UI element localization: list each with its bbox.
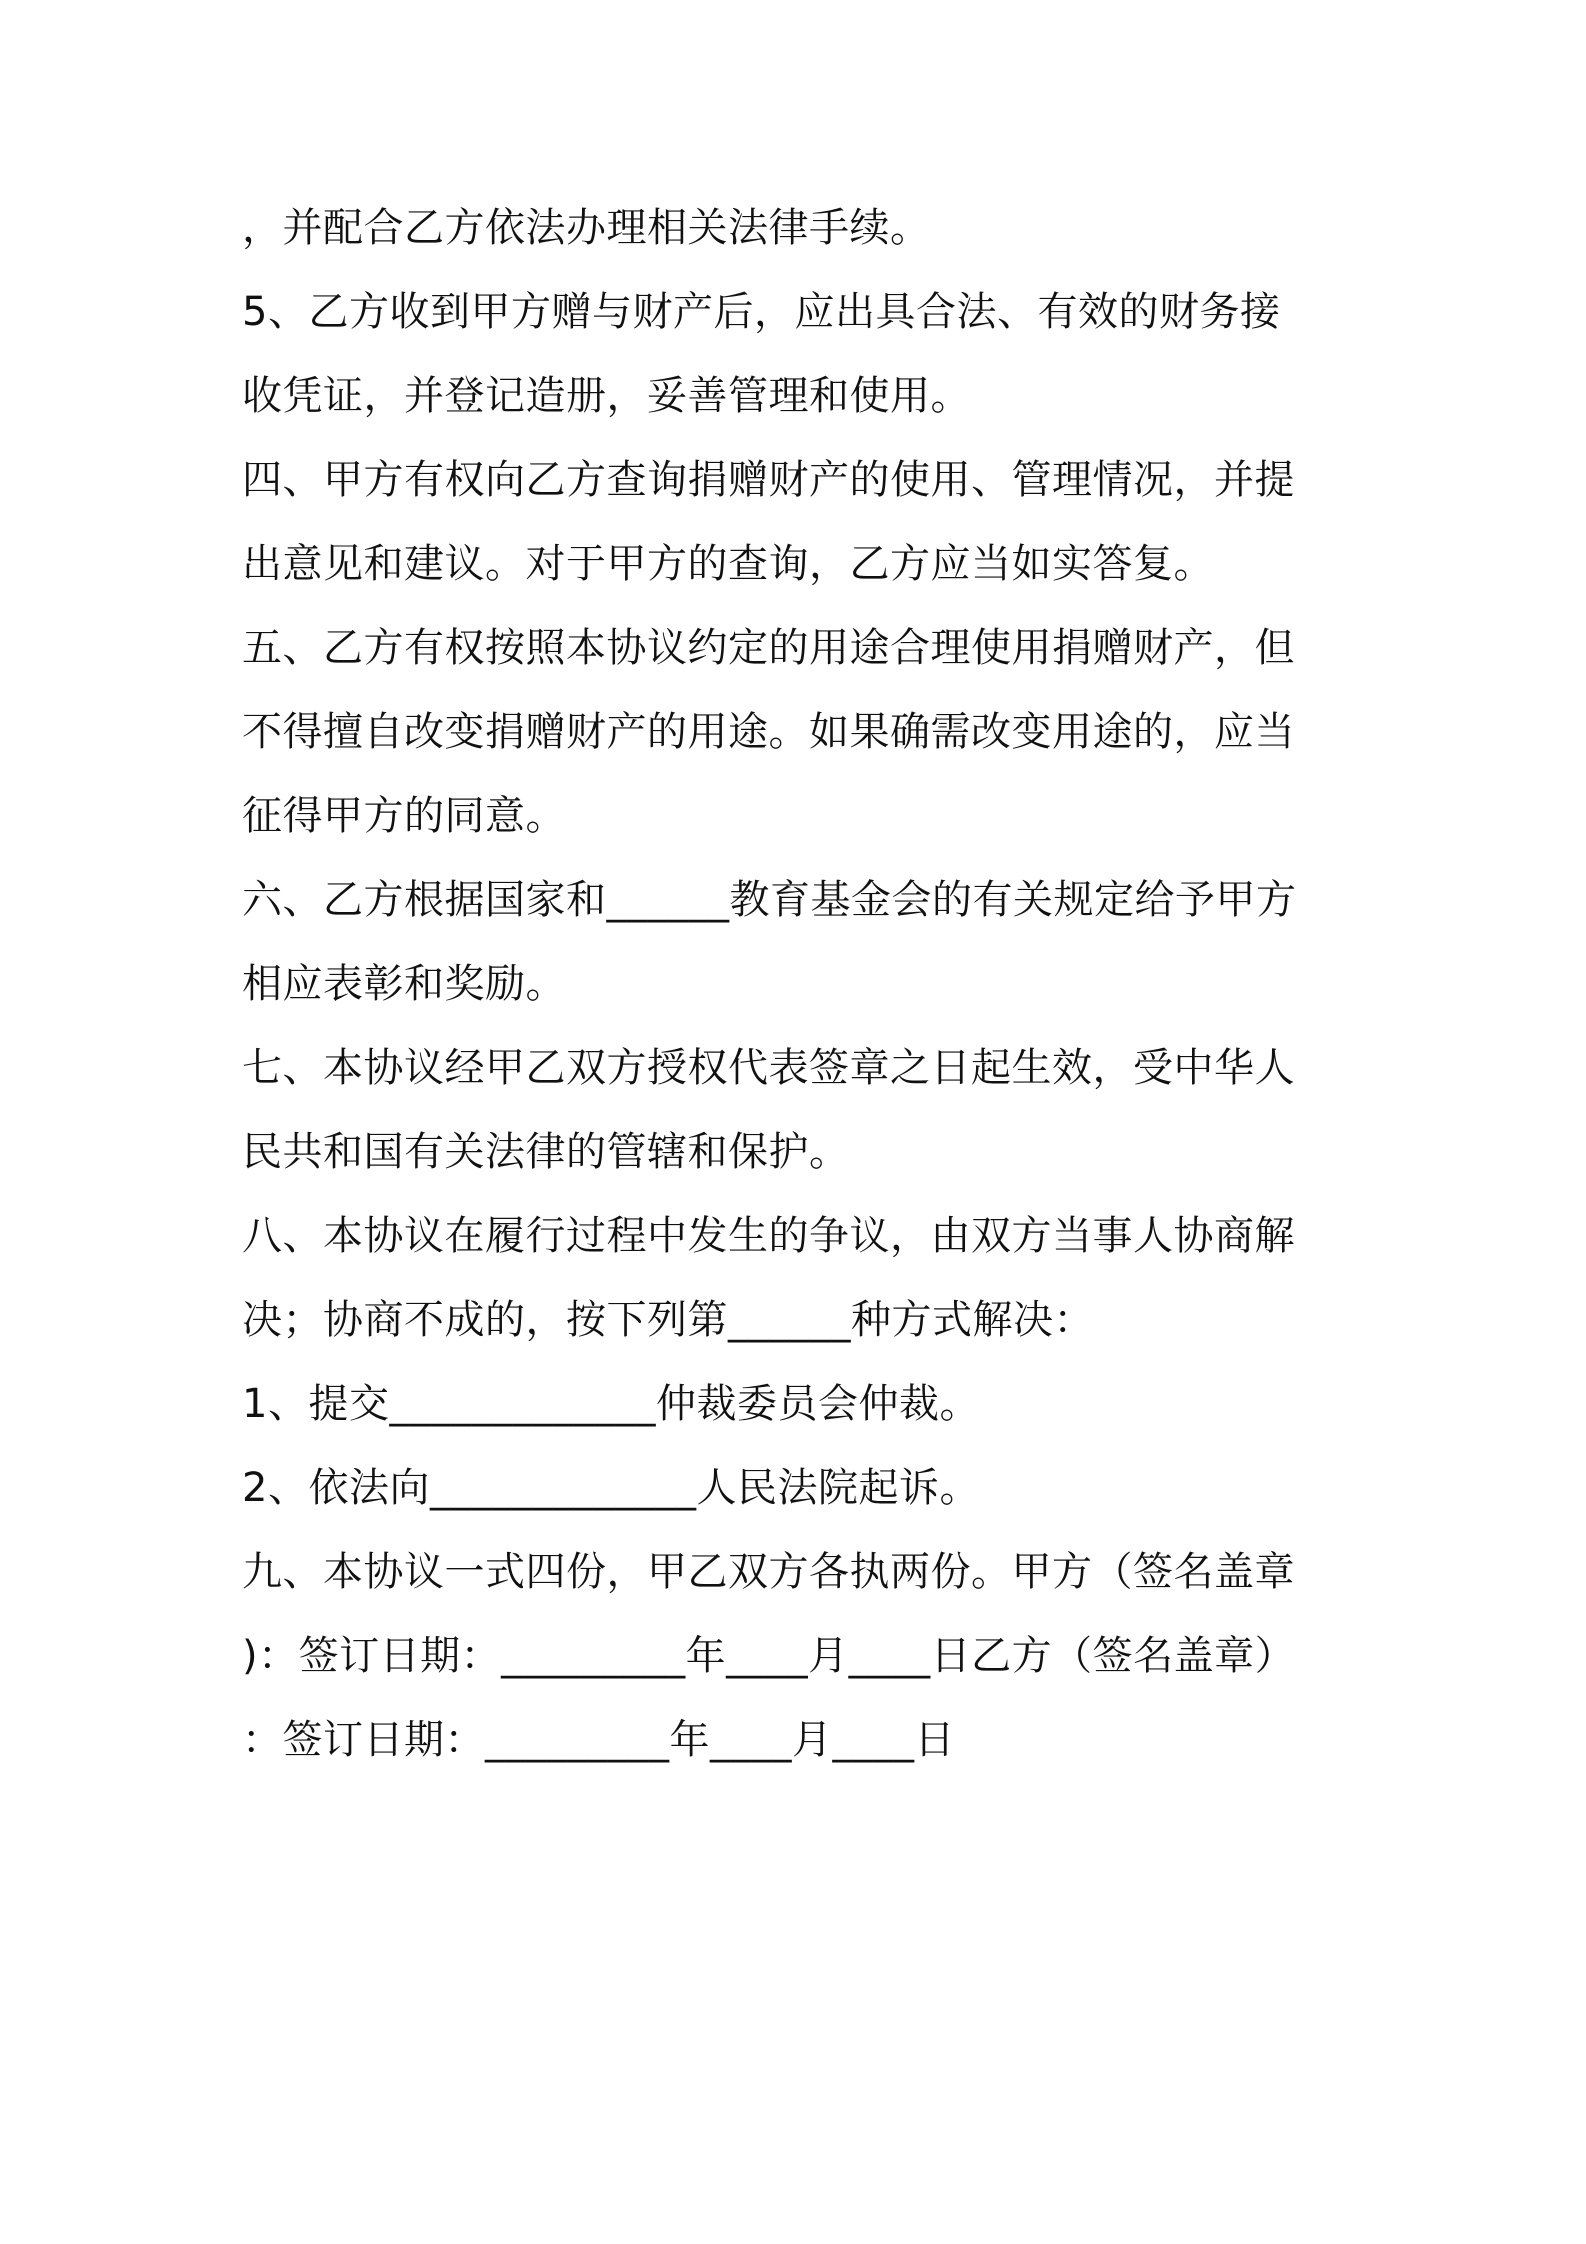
text-line: 相应表彰和奖励。 <box>242 961 566 1007</box>
text-line: 六、乙方根据国家和______教育基金会的有关规定给予甲方 <box>242 877 1297 923</box>
text-line: 七、本协议经甲乙双方授权代表签章之日起生效，受中华人 <box>242 1045 1295 1091</box>
text-line: 不得擅自改变捐赠财产的用途。如果确需改变用途的，应当 <box>242 709 1295 755</box>
text-line: )：签订日期：_________年____月____日乙方（签名盖章） <box>242 1633 1296 1679</box>
text-line: ，并配合乙方依法办理相关法律手续。 <box>242 205 931 251</box>
text-line: 决；协商不成的，按下列第______种方式解决： <box>242 1297 1094 1343</box>
text-line: 收凭证，并登记造册，妥善管理和使用。 <box>242 373 971 419</box>
text-line: 征得甲方的同意。 <box>242 793 566 839</box>
document-body <box>242 186 1372 1782</box>
text-line: ：签订日期：_________年____月____日 <box>242 1717 955 1763</box>
text-line: 九、本协议一式四份，甲乙双方各执两份。甲方（签名盖章 <box>242 1549 1295 1595</box>
text-line: 5、乙方收到甲方赠与财产后，应出具合法、有效的财务接 <box>242 289 1281 335</box>
text-line: 2、依法向_____________人民法院起诉。 <box>242 1465 980 1511</box>
text-line: 四、甲方有权向乙方查询捐赠财产的使用、管理情况，并提 <box>242 457 1295 503</box>
text-line: 出意见和建议。对于甲方的查询，乙方应当如实答复。 <box>242 541 1214 587</box>
text-line: 民共和国有关法律的管辖和保护。 <box>242 1129 850 1175</box>
text-line: 1、提交_____________仲裁委员会仲裁。 <box>242 1381 980 1427</box>
text-line: 八、本协议在履行过程中发生的争议，由双方当事人协商解 <box>242 1213 1295 1259</box>
text-line: 五、乙方有权按照本协议约定的用途合理使用捐赠财产，但 <box>242 625 1295 671</box>
